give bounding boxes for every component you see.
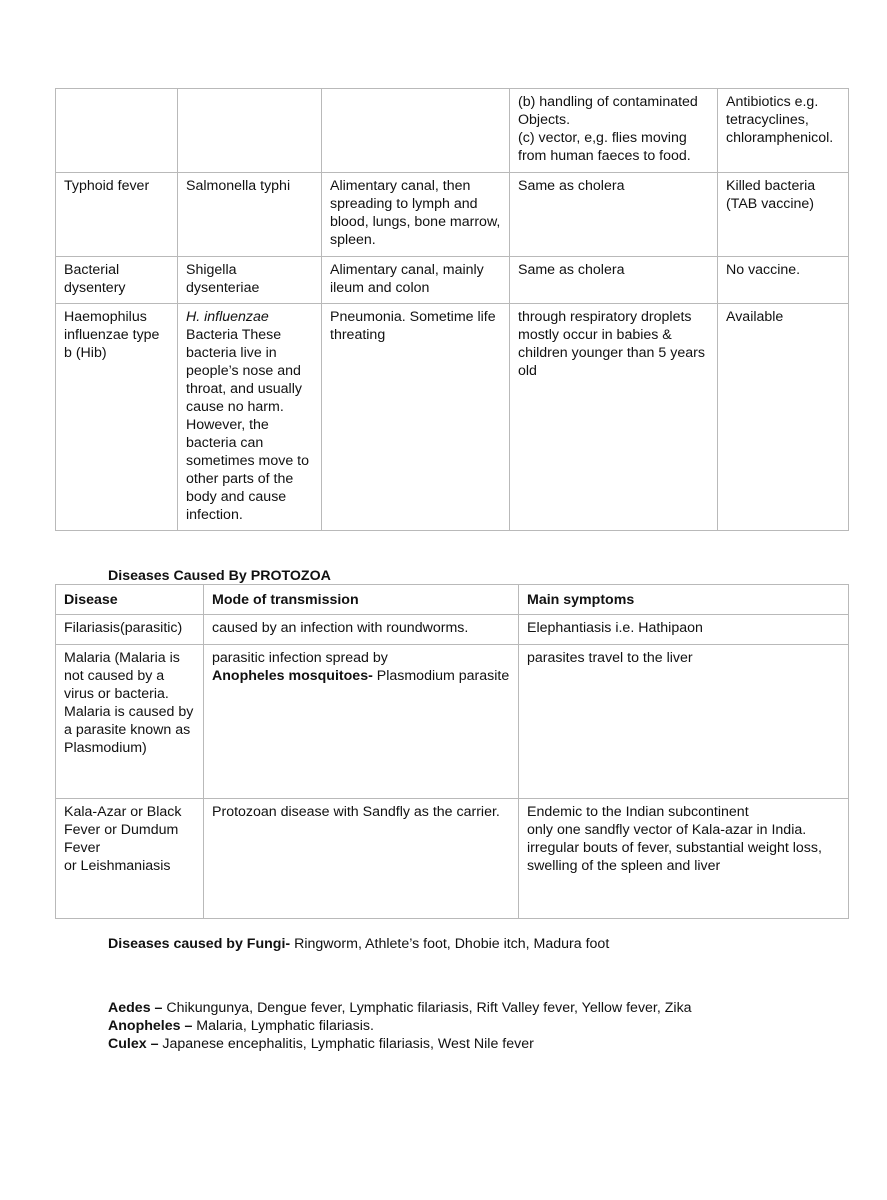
protozoa-section-title: Diseases Caused By PROTOZOA — [108, 568, 331, 584]
pathogen-cell: Shigella dysenteriae — [178, 257, 322, 304]
transmission-cell — [510, 89, 718, 173]
fungi-list: Ringworm, Athlete’s foot, Dhobie itch, Madura foot — [290, 936, 610, 952]
vector-name: Aedes – — [108, 1000, 163, 1016]
site-cell: Alimentary canal, then spreading to lymph and blood, lungs, bone marrow, spleen. — [322, 173, 510, 257]
control-cell: Antibiotics e.g. tetracyclines, chloramphenicol. — [718, 89, 849, 173]
disease-cell: Bacterial dysentery — [56, 257, 178, 304]
mode-vector-name: Anopheles mosquitoes- — [212, 668, 373, 684]
disease-line: or Leishmaniasis — [64, 858, 171, 874]
transmission-line: Same as cholera — [518, 178, 625, 194]
table-header-row — [56, 585, 849, 615]
mode-cell: caused by an infection with roundworms. — [204, 615, 519, 645]
table-row — [56, 257, 849, 304]
transmission-line: Same as cholera — [518, 262, 625, 278]
symptoms-line: only one sandfly vector of Kala-azar in India. irregular bouts of fever, substantial weight loss, swelling of the spleen and liver — [527, 822, 822, 874]
control-cell: No vaccine. — [718, 257, 849, 304]
vector-name: Culex – — [108, 1036, 159, 1052]
pathogen-description: Bacteria These bacteria live in people’s nose and throat, and usually cause no harm. However, the bacteria can sometimes move to other parts of the body and cause infection. — [186, 327, 309, 523]
fungi-diseases-note — [108, 935, 609, 953]
pathogen-cell: Salmonella typhi — [178, 173, 322, 257]
transmission-line: (b) handling of contaminated Objects. — [518, 94, 698, 128]
transmission-cell — [510, 257, 718, 304]
disease-cell: Filariasis(parasitic) — [56, 615, 204, 645]
symptoms-cell: Elephantiasis i.e. Hathipaon — [519, 615, 849, 645]
vector-item-culex — [108, 1035, 692, 1053]
symptoms-cell: parasites travel to the liver — [519, 645, 849, 799]
transmission-cell — [510, 173, 718, 257]
pathogen-italic-name: H. influenzae — [186, 309, 269, 325]
vector-diseases: Chikungunya, Dengue fever, Lymphatic filariasis, Rift Valley fever, Yellow fever, Zika — [162, 1000, 692, 1016]
vector-item-anopheles — [108, 1017, 692, 1035]
symptoms-cell — [519, 799, 849, 919]
vector-item-aedes — [108, 999, 692, 1017]
site-cell: Alimentary canal, mainly ileum and colon — [322, 257, 510, 304]
pathogen-cell — [178, 304, 322, 531]
table-row — [56, 89, 849, 173]
table-row — [56, 615, 849, 645]
control-cell: Killed bacteria (TAB vaccine) — [718, 173, 849, 257]
transmission-line: (c) vector, e,g. flies moving from human faeces to food. — [518, 130, 691, 164]
site-cell: Pneumonia. Sometime life threating — [322, 304, 510, 531]
vector-diseases: Malaria, Lymphatic filariasis. — [192, 1018, 374, 1034]
bacterial-diseases-table — [55, 88, 849, 531]
disease-cell: Malaria (Malaria is not caused by a virus or bacteria. Malaria is caused by a parasite known as Plasmodium) — [56, 645, 204, 799]
table-row — [56, 173, 849, 257]
protozoa-diseases-table — [55, 584, 849, 919]
mode-cell: Protozoan disease with Sandfly as the carrier. — [204, 799, 519, 919]
control-cell: Available — [718, 304, 849, 531]
column-header-disease: Disease — [56, 585, 204, 615]
disease-cell: Typhoid fever — [56, 173, 178, 257]
site-cell — [322, 89, 510, 173]
disease-cell: Haemophilus influenzae type b (Hib) — [56, 304, 178, 531]
vector-name: Anopheles – — [108, 1018, 193, 1034]
disease-cell — [56, 89, 178, 173]
mosquito-vectors-list — [108, 999, 692, 1053]
disease-line: Kala-Azar or Black Fever or Dumdum Fever — [64, 804, 182, 856]
transmission-line: through respiratory droplets mostly occur in babies & children younger than 5 years old — [518, 309, 705, 379]
mode-prefix: parasitic infection spread by — [212, 650, 388, 666]
vector-diseases: Japanese encephalitis, Lymphatic filariasis, West Nile fever — [158, 1036, 534, 1052]
transmission-cell — [510, 304, 718, 531]
column-header-mode: Mode of transmission — [204, 585, 519, 615]
fungi-label: Diseases caused by Fungi- — [108, 936, 291, 952]
mode-cell — [204, 645, 519, 799]
table-row — [56, 304, 849, 531]
symptoms-line: Endemic to the Indian subcontinent — [527, 804, 749, 820]
pathogen-cell — [178, 89, 322, 173]
table-row — [56, 799, 849, 919]
disease-cell — [56, 799, 204, 919]
mode-suffix: Plasmodium parasite — [376, 668, 510, 684]
column-header-symptoms: Main symptoms — [519, 585, 849, 615]
table-row — [56, 645, 849, 799]
